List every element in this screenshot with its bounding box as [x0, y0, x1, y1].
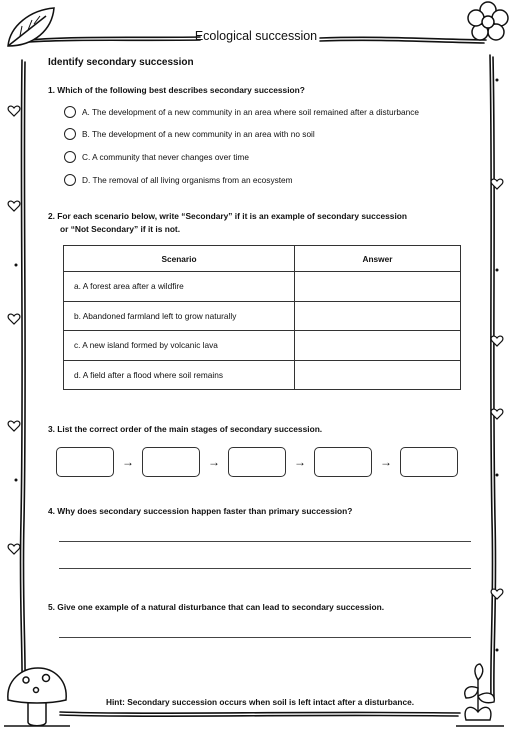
stage-box[interactable]: [56, 447, 114, 477]
scenario-cell: b. Abandoned farmland left to grow naturally: [64, 301, 295, 331]
page-title: Ecological succession: [194, 29, 318, 43]
plant-icon: [456, 664, 504, 726]
option-label: A. The development of a new community in an area where soil remained after a disturbance: [82, 106, 419, 117]
answer-line[interactable]: [59, 568, 471, 569]
table-header-row: [64, 246, 461, 272]
radio-button[interactable]: [64, 128, 76, 140]
question-2: [48, 210, 407, 236]
header-scenario: Scenario: [64, 246, 295, 272]
arrow-right-icon: →: [294, 455, 306, 469]
answer-cell[interactable]: [295, 331, 461, 361]
scenario-table: [63, 245, 461, 390]
table-row: [64, 301, 461, 331]
table-row: [64, 331, 461, 361]
question-1: 1. Which of the following best describes secondary succession?: [48, 85, 305, 95]
stage-box[interactable]: [314, 447, 372, 477]
answer-cell[interactable]: [295, 301, 461, 331]
radio-button[interactable]: [64, 174, 76, 186]
hint-text: Hint: Secondary succession occurs when soil is left intact after a disturbance.: [106, 697, 414, 707]
scenario-cell: c. A new island formed by volcanic lava: [64, 331, 295, 361]
scenario-cell: a. A forest area after a wildfire: [64, 272, 295, 302]
answer-line[interactable]: [59, 637, 471, 638]
option-a[interactable]: [64, 104, 419, 119]
stage-box[interactable]: [142, 447, 200, 477]
arrow-right-icon: →: [208, 455, 220, 469]
stage-box[interactable]: [400, 447, 458, 477]
answer-cell[interactable]: [295, 272, 461, 302]
option-label: D. The removal of all living organisms from an ecosystem: [82, 174, 293, 185]
stages-flow: [56, 447, 458, 477]
table-row: [64, 272, 461, 302]
question-5: 5. Give one example of a natural disturbance that can lead to secondary succession.: [48, 602, 385, 612]
option-b[interactable]: [64, 126, 315, 141]
stage-box[interactable]: [228, 447, 286, 477]
radio-button[interactable]: [64, 106, 76, 118]
question-3: 3. List the correct order of the main stages of secondary succession.: [48, 424, 323, 434]
question-2-line-1: 2. For each scenario below, write “Secondary” if it is an example of secondary succession: [48, 211, 408, 221]
arrow-right-icon: →: [122, 455, 134, 469]
section-heading: Identify secondary succession: [48, 57, 194, 68]
question-4: 4. Why does secondary succession happen faster than primary succession?: [48, 506, 353, 516]
radio-button[interactable]: [64, 151, 76, 163]
option-label: C. A community that never changes over time: [82, 151, 249, 162]
table-row: [64, 360, 461, 390]
answer-line[interactable]: [59, 541, 471, 542]
option-c[interactable]: [64, 149, 249, 164]
header-answer: Answer: [295, 246, 461, 272]
option-label: B. The development of a new community in an area with no soil: [82, 128, 315, 139]
answer-cell[interactable]: [295, 360, 461, 390]
arrow-right-icon: →: [380, 455, 392, 469]
question-2-line-2: or “Not Secondary” if it is not.: [60, 224, 181, 234]
option-d[interactable]: [64, 172, 293, 187]
scenario-cell: d. A field after a flood where soil remains: [64, 360, 295, 390]
